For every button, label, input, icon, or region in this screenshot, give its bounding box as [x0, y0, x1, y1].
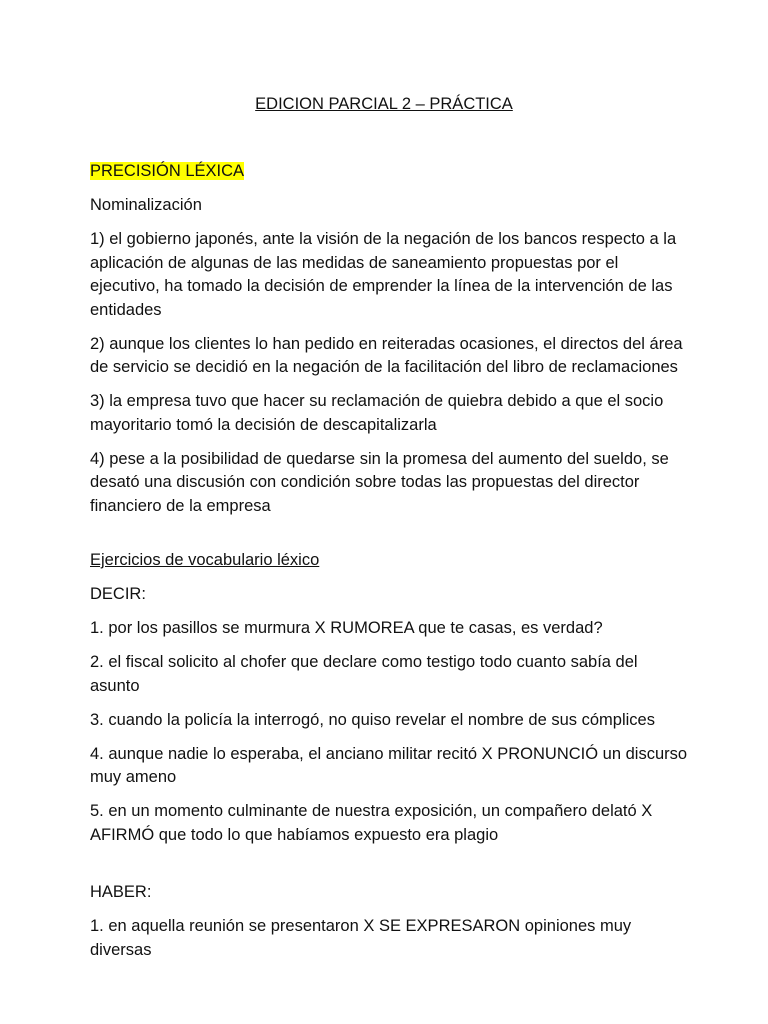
nominalization-item-1: 1) el gobierno japonés, ante la visión de la negación de los bancos respecto a la aplicación de algunas de las medidas de saneamiento propuestas por el ejecutivo, ha tomado la decisión de emprender la línea de la intervención de las entidades: [90, 230, 677, 319]
underlined-heading: Ejercicios de vocabulario léxico: [90, 551, 320, 569]
nominalization-item-2: 2) aunque los clientes lo han pedido en reiteradas ocasiones, el directos del área de servicio se decidió en la negación de la facilitación del libro de reclamaciones: [90, 334, 683, 376]
document-body: [90, 160, 690, 973]
nominalization-item-3: 3) la empresa tuvo que hacer su reclamación de quiebra debido a que el socio mayoritario tomó la decisión de descapitalizarla: [90, 392, 664, 434]
haber-item-1: 1. en aquella reunión se presentaron X SE EXPRESARON opiniones muy diversas: [90, 917, 632, 959]
highlighted-heading: PRECISIÓN LÉXICA: [90, 162, 245, 180]
decir-item-4: 4. aunque nadie lo esperaba, el anciano militar recitó X PRONUNCIÓ un discurso muy ameno: [90, 744, 688, 786]
document-title: EDICION PARCIAL 2 – PRÁCTICA: [255, 95, 513, 113]
decir-item-2: 2. el fiscal solicito al chofer que declare como testigo todo cuanto sabía del asunto: [90, 653, 638, 695]
section-heading-vocab: [90, 549, 690, 573]
decir-item-3: 3. cuando la policía la interrogó, no quiso revelar el nombre de sus cómplices: [90, 710, 655, 729]
decir-item-1: 1. por los pasillos se murmura X RUMOREA que te casas, es verdad?: [90, 619, 603, 637]
subheading-nominalization: Nominalización: [90, 196, 202, 214]
section-heading-precision: [90, 160, 690, 184]
nominalization-item-4: 4) pese a la posibilidad de quedarse sin la promesa del aumento del sueldo, se desató una discusión con condición sobre todas las propuestas del director financiero de la empresa: [90, 449, 669, 515]
haber-heading: HABER:: [90, 883, 152, 901]
decir-heading: DECIR:: [90, 585, 146, 603]
decir-item-5: 5. en un momento culminante de nuestra exposición, un compañero delató X AFIRMÓ que todo lo que habíamos expuesto era plagio: [90, 802, 653, 844]
